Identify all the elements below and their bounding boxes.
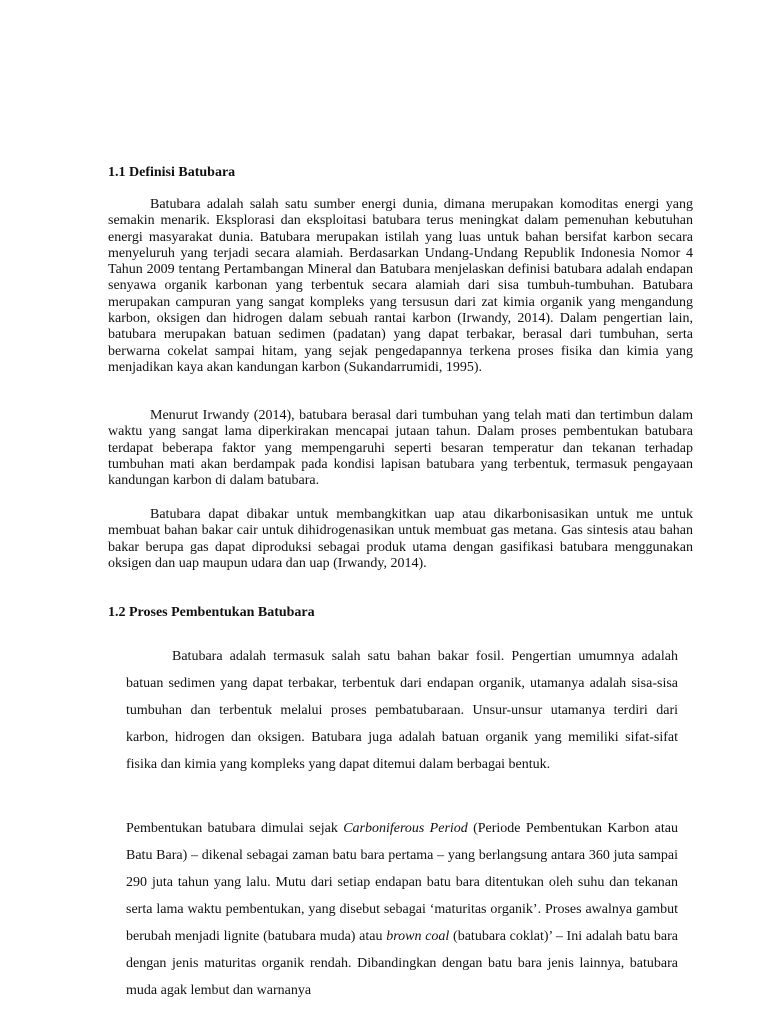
paragraph-proses-1: Batubara adalah termasuk salah satu bahan bakar fosil. Pengertian umumnya adalah batuan sedimen yang dapat terbakar, terbentuk dari endapan organik, utamanya adalah sisa-sisa tumbuhan dan terbentuk melalui proses pembatubaraan. Unsur-unsur utamanya terdiri dari karbon, hidrogen dan oksigen. Batubara juga adalah batuan organik yang memiliki sifat-sifat fisika dan kimia yang kompleks yang dapat ditemui dalam berbagai bentuk. (126, 649, 678, 772)
section-heading-proses: 1.2 Proses Pembentukan Batubara (108, 605, 315, 620)
section-heading-definisi: 1.1 Definisi Batubara (108, 165, 236, 180)
paragraph-definisi-3: Batubara dapat dibakar untuk membangkitkan uap atau dikarbonisasikan untuk me untuk membuat bahan bakar cair untuk dihidrogenasikan untuk membuat gas metana. Gas sintesis atau bahan bakar berupa gas dapat diproduksi sebagai produk utama dengan gasifikasi batubara menggunakan oksigen dan uap maupun udara dan uap (Irwandy, 2014). (108, 507, 693, 571)
paragraph-proses-2-italic-term-a: Carboniferous Period (343, 821, 468, 836)
paragraph-proses-2-italic-term-b: brown coal (386, 929, 450, 944)
paragraph-proses-2-text-c: (batubara coklat)’ – Ini adalah batu bara dengan jenis maturitas organik rendah. Dibandingkan dengan batu bara jenis lainnya, batubara muda agak lembut dan warnanya (126, 929, 678, 998)
paragraph-definisi-2: Menurut Irwandy (2014), batubara berasal dari tumbuhan yang telah mati dan tertimbun dalam waktu yang sangat lama diperkirakan mencapai jutaan tahun. Dalam proses pembentukan batubara terdapat beberapa faktor yang mempengaruhi seperti besaran temperatur dan tekanan terhadap tumbuhan mati akan berdampak pada kondisi lapisan batubara yang terbentuk, termasuk pengayaan kandungan karbon di dalam batubara. (108, 408, 693, 489)
paragraph-proses-2 (126, 815, 678, 1004)
paragraph-proses-2-text-b: (Periode Pembentukan Karbon atau Batu Bara) – dikenal sebagai zaman batu bara pertama – yang berlangsung antara 360 juta sampai 290 juta tahun yang lalu. Mutu dari setiap endapan batu bara ditentukan oleh suhu dan tekanan serta lama waktu pembentukan, yang disebut sebagai ‘maturitas organik’. Proses awalnya gambut berubah menjadi lignite (batubara muda) atau (126, 821, 678, 944)
paragraph-proses-2-text-a: Pembentukan batubara dimulai sejak (126, 821, 344, 836)
paragraph-definisi-1: Batubara adalah salah satu sumber energi dunia, dimana merupakan komoditas energi yang semakin menarik. Eksplorasi dan eksploitasi batubara terus meningkat dalam pemenuhan kebutuhan energi masyarakat dunia. Batubara merupakan istilah yang luas untuk bahan bersifat karbon secara menyeluruh yang terjadi secara alamiah. Berdasarkan Undang-Undang Republik Indonesia Nomor 4 Tahun 2009 tentang Pertambangan Mineral dan Batubara menjelaskan definisi batubara adalah endapan senyawa organik karbonan yang terbentuk secara alamiah dari sisa tumbuh-tumbuhan. Batubara merupakan campuran yang sangat kompleks yang tersusun dari zat kimia organik yang mengandung karbon, oksigen dan hidrogen dalam sebuah rantai karbon (Irwandy, 2014). Dalam pengertian lain, batubara merupakan batuan sedimen (padatan) yang dapat terbakar, berasal dari tumbuhan, serta berwarna cokelat sampai hitam, yang sejak pengedapannya terkena proses fisika dan kimia yang menjadikan kaya akan kandungan karbon (Sukandarrumidi, 1995). (108, 197, 693, 375)
